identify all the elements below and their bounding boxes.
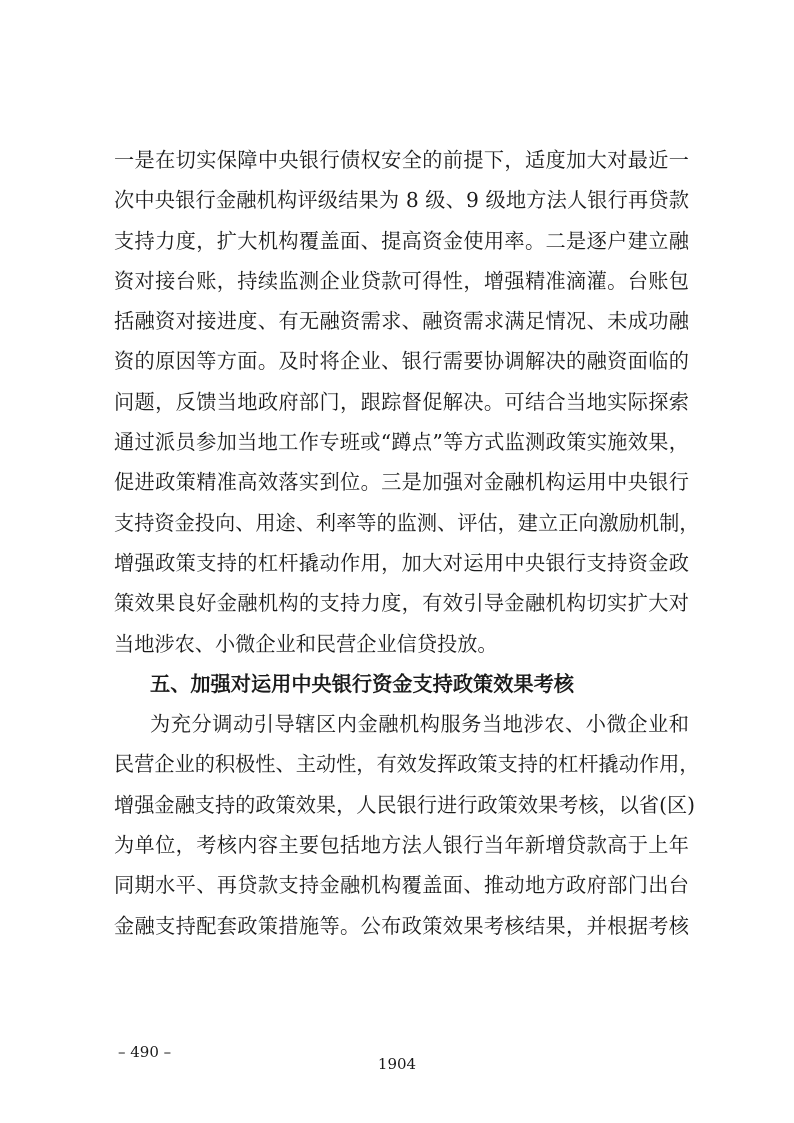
page-number-center: 1904 bbox=[377, 1055, 417, 1073]
body-line: 括融资对接进度、有无融资需求、融资需求满足情况、未成功融 bbox=[114, 309, 689, 334]
body-line: 次中央银行金融机构评级结果为 8 级、9 级地方法人银行再贷款 bbox=[114, 188, 689, 213]
section-line: 为充分调动引导辖区内金融机构服务当地涉农、小微企业和 bbox=[150, 712, 689, 737]
body-line: 一是在切实保障中央银行债权安全的前提下，适度加大对最近一 bbox=[114, 148, 689, 172]
section-line: 金融支持配套政策措施等。公布政策效果考核结果，并根据考核 bbox=[114, 913, 689, 938]
section-heading: 五、加强对运用中央银行资金支持政策效果考核 bbox=[150, 671, 574, 696]
section-line: 为单位，考核内容主要包括地方法人银行当年新增贷款高于上年 bbox=[114, 833, 689, 858]
body-line: 增强政策支持的杠杆撬动作用，加大对运用中央银行支持资金政 bbox=[114, 550, 689, 575]
body-line: 支持资金投向、用途、利率等的监测、评估，建立正向激励机制， bbox=[114, 510, 700, 535]
body-text bbox=[114, 140, 700, 946]
section-line: 增强金融支持的政策效果，人民银行进行政策效果考核，以省(区) bbox=[114, 792, 696, 817]
body-line: 当地涉农、小微企业和民营企业信贷投放。 bbox=[114, 631, 498, 656]
body-line: 支持力度，扩大机构覆盖面、提高资金使用率。二是逐户建立融 bbox=[114, 228, 689, 253]
body-line: 促进政策精准高效落实到位。三是加强对金融机构运用中央银行 bbox=[114, 470, 689, 495]
section-line: 同期水平、再贷款支持金融机构覆盖面、推动地方政府部门出台 bbox=[114, 873, 689, 898]
body-line: 问题，反馈当地政府部门，跟踪督促解决。可结合当地实际探索 bbox=[114, 389, 689, 414]
section-line: 民营企业的积极性、主动性，有效发挥政策支持的杠杆撬动作用， bbox=[114, 752, 700, 777]
page-number-left: – 490 – bbox=[118, 1043, 172, 1061]
body-line: 策效果良好金融机构的支持力度，有效引导金融机构切实扩大对 bbox=[114, 591, 689, 616]
body-line: 资对接台账，持续监测企业贷款可得性，增强精准滴灌。台账包 bbox=[114, 268, 689, 293]
body-line: 资的原因等方面。及时将企业、银行需要协调解决的融资面临的 bbox=[114, 349, 689, 374]
body-line: 通过派员参加当地工作专班或“蹲点”等方式监测政策实施效果， bbox=[114, 430, 689, 455]
